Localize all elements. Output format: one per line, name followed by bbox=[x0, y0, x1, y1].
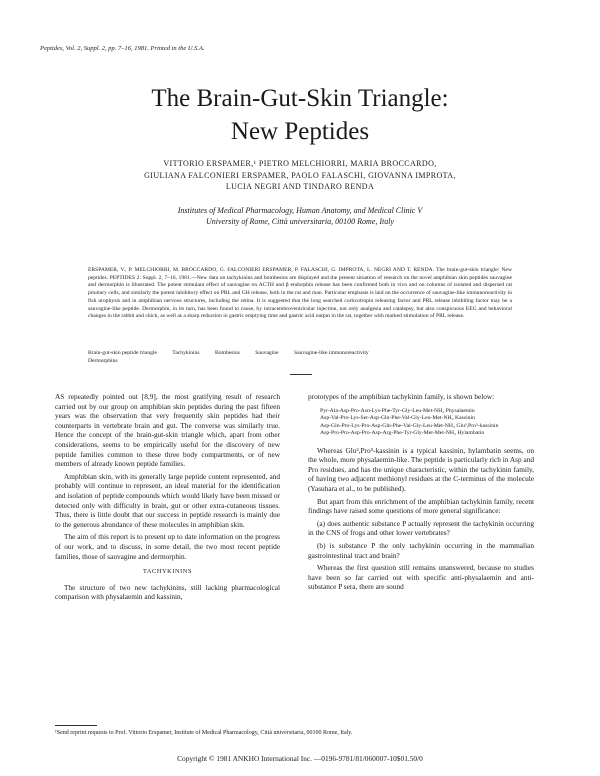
body-paragraph: Whereas the first question still remains unanswered, because no studies have been so far carried out with specific anti-physalaemin and anti-substance P sera, there are sound bbox=[308, 563, 534, 592]
peptide-sequence: Asp-Pro-Pro-Asp-Pro-Asp-Arg-Phe-Tyr-Gly-Met-Met-NH₂ Hylambatin bbox=[320, 430, 485, 437]
authors-line-3: LUCIA NEGRI AND TINDARO RENDA bbox=[225, 182, 375, 191]
section-divider bbox=[290, 374, 312, 375]
peptide-sequence: Pyr-Ala-Asp-Pro-Asn-Lys-Phe-Tyr-Gly-Leu-Met-NH₂ Physalaemin bbox=[320, 407, 475, 414]
article-title bbox=[0, 82, 600, 148]
section-heading-tachykinins: TACHYKININS bbox=[142, 568, 193, 576]
copyright-line: Copyright © 1981 ANKHO International Inc. —0196-9781/81/060007-10$01.50/0 bbox=[177, 754, 423, 763]
footnote-divider bbox=[55, 725, 97, 726]
abstract: ERSPAMER, V., P. MELCHIORRI, M. BROCCARDO, G. FALCONIERI ERSPAMER, P. FALASCHI, G. IMPROTA, L. NEGRI AND T. RENDA. The brain-gut-skin triangle: New peptides. PEPTIDES 2: Suppl. 2, 7–16, 1981.—New data on tachykinins and bombesins are displayed and the present situation of research on the novel amphibian skin peptides sauvagine and dermorphin is illustrated. The potent stimulant effect of sauvagine on ACTH and β endorphin release has been confirmed both in vivo and on columns of isolated and dispersed rat pituitary cells, and similarly the potent inhibitory effect on PRL and GH release, both in the rat and man. Particular emphasis is laid on the occurrence of sauvagine-like immunoreactivity in fish urophysis and in amphibian nervous structures, including the retina. It is suggested that the long searched corticotropin releasing factor and PRL release inhibiting factor may be a sauvagine-like peptide. Dermorphin, in its turn, has been found to cause, by intracerebroventricular injection, not only analgesia and catalepsy, but also conspicuous EEG and behavioral changes in the rabbit and chick, as well as a sharp reduction in gastric emptying time and gastric acid output in the rat, together with marked stimulation of PRL release. bbox=[88, 267, 512, 320]
left-column bbox=[55, 392, 280, 605]
affiliation bbox=[40, 205, 560, 227]
title-line-1: The Brain-Gut-Skin Triangle: bbox=[151, 85, 449, 112]
affiliation-line-2: University of Rome, Città universitaria, 00100 Rome, Italy bbox=[206, 217, 394, 226]
body-paragraph: (b) is substance P the only tachykinin occurring in the mammalian gastrointestinal tract and brain? bbox=[308, 540, 534, 560]
right-column bbox=[308, 392, 534, 595]
keyword-list bbox=[88, 350, 512, 365]
keyword: Brain-gut-skin peptide triangle bbox=[88, 350, 157, 356]
body-paragraph: (a) does authentic substance P actually represent the tachykinin occurring in the CNS of frogs and other lower vertebrates? bbox=[308, 518, 534, 538]
running-head: Peptides, Vol. 2, Suppl. 2, pp. 7–16, 1981. Printed in the U.S.A. bbox=[40, 45, 205, 52]
body-paragraph: Amphibian skin, with its generally large peptide content represented, and probably will continue to represent, an ideal material for the identification and isolation of peptide compounds which would likely have been missed or detected only with difficulty in brain, gut or other extra-cutaneous tissues. Thus, there is little doubt that our success in peptide research is mainly due to the generous abundance of these molecules in amphibian skin. bbox=[55, 471, 280, 529]
keyword: Bombesins bbox=[214, 350, 240, 356]
peptide-sequence: Asp-Gln-Pro-Lys-Pro-Asp-Gln-Phe-Val-Gly-Leu-Met-NH₂ Glu²,Pro⁵-kassinin bbox=[320, 422, 499, 429]
body-paragraph: AS repeatedly pointed out [8,9], the most gratifying result of research carried out by our group on amphibian skin peptides during the past fifteen years was the observation that very frequently skin peptides had their counterparts in vertebrate brain and gut. The converse was similarly true. Hence the concept of the brain-gut-skin triangle which, apart from other considerations, seems to be empirically useful for the discovery of new peptide families common to these three body compartments, or of new members of already known peptide families. bbox=[55, 392, 280, 469]
authors-line-1: VITTORIO ERSPAMER,¹ PIETRO MELCHIORRI, MARIA BROCCARDO, bbox=[163, 159, 437, 168]
title-line-2: New Peptides bbox=[230, 118, 370, 145]
affiliation-line-1: Institutes of Medical Pharmacology, Human Anatomy, and Medical Clinic V bbox=[177, 206, 423, 215]
body-paragraph: But apart from this enrichment of the amphibian tachykinin family, recent findings have raised some questions of more general significance: bbox=[308, 496, 534, 516]
peptide-sequence: Asp-Val-Pro-Lys-Ser-Asp-Gln-Phe-Val-Gly-Leu-Met-NH₂ Kassinin bbox=[320, 415, 475, 422]
peptide-sequence-list bbox=[308, 408, 534, 438]
body-paragraph: prototypes of the amphibian tachykinin family, is shown below: bbox=[308, 392, 495, 401]
author-list bbox=[40, 158, 560, 193]
keyword: Dermorphins bbox=[88, 357, 118, 364]
body-paragraph: The aim of this report is to present up to date information on the progress of our work, and to discuss, in some detail, the two most recent peptide families, those of sauvagine and dermorphin. bbox=[55, 532, 280, 561]
body-paragraph: The structure of two new tachykinins, still lacking pharmacological comparison with physalaemin and kassinin, bbox=[55, 582, 280, 602]
keyword: Sauvagine-like immunoreactivity bbox=[293, 350, 369, 356]
keyword: Sauvagine bbox=[255, 350, 279, 356]
body-paragraph: Whereas Glu²,Pro⁵-kassinin is a typical kassinin, hylambatin seems, on the whole, more physalaemin-like. The peptide is particularly rich in Asp and Pro residues, and has the unique characteristic, within the tachykinin family, of having two adjacent methionyl residues at the C-terminus of the molecule (Yasuhara et al., to be published). bbox=[308, 445, 534, 493]
footnote: ¹Send reprint requests to Prof. Vittorio Erspamer, Institute of Medical Pharmacology, Città universitaria, 00100 Rome, Italy. bbox=[55, 730, 353, 736]
authors-line-2: GIULIANA FALCONIERI ERSPAMER, PAOLO FALASCHI, GIOVANNA IMPROTA, bbox=[144, 170, 456, 180]
keyword: Tachykinins bbox=[172, 350, 200, 356]
